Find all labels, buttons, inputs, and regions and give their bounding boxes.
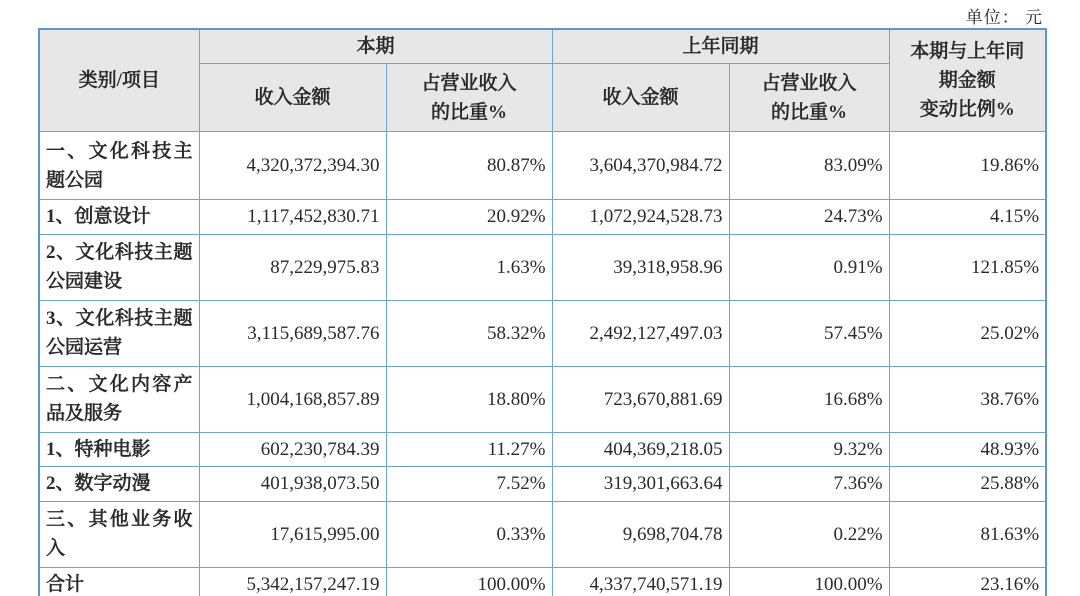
row-prior-amount: 2,492,127,497.03 bbox=[552, 300, 729, 366]
row-category: 2、数字动漫 bbox=[39, 467, 199, 501]
row-change-ratio: 23.16% bbox=[889, 567, 1046, 596]
row-prior-share: 7.36% bbox=[729, 467, 889, 501]
row-current-amount: 5,342,157,247.19 bbox=[199, 567, 386, 596]
header-prior-amount: 收入金额 bbox=[552, 64, 729, 132]
row-current-amount: 4,320,372,394.30 bbox=[199, 132, 386, 200]
row-prior-share: 24.73% bbox=[729, 200, 889, 234]
row-prior-amount: 9,698,704.78 bbox=[552, 501, 729, 567]
row-prior-share: 0.22% bbox=[729, 501, 889, 567]
row-change-ratio: 25.02% bbox=[889, 300, 1046, 366]
row-prior-share: 57.45% bbox=[729, 300, 889, 366]
header-share-line-2: 的比重% bbox=[431, 101, 508, 123]
row-current-share: 0.33% bbox=[386, 501, 552, 567]
row-prior-amount: 4,337,740,571.19 bbox=[552, 567, 729, 596]
row-change-ratio: 48.93% bbox=[889, 432, 1046, 466]
row-current-amount: 87,229,975.83 bbox=[199, 234, 386, 300]
row-prior-amount: 3,604,370,984.72 bbox=[552, 132, 729, 200]
unit-label: 单位： 元 bbox=[965, 8, 1043, 27]
row-prior-share: 83.09% bbox=[729, 132, 889, 200]
row-current-share: 100.00% bbox=[386, 567, 552, 596]
row-current-share: 7.52% bbox=[386, 467, 552, 501]
row-current-share: 20.92% bbox=[386, 200, 552, 234]
revenue-breakdown-table bbox=[38, 28, 1047, 596]
row-current-amount: 602,230,784.39 bbox=[199, 432, 386, 466]
header-prior-share bbox=[729, 64, 889, 132]
row-current-share: 11.27% bbox=[386, 432, 552, 466]
row-prior-amount: 39,318,958.96 bbox=[552, 234, 729, 300]
row-category: 1、创意设计 bbox=[39, 200, 199, 234]
table-row bbox=[39, 432, 1046, 466]
row-prior-share: 100.00% bbox=[729, 567, 889, 596]
row-category: 三、其他业务收入 bbox=[39, 501, 199, 567]
row-category: 1、特种电影 bbox=[39, 432, 199, 466]
row-prior-amount: 319,301,663.64 bbox=[552, 467, 729, 501]
row-category: 2、文化科技主题公园建设 bbox=[39, 234, 199, 300]
row-change-ratio: 25.88% bbox=[889, 467, 1046, 501]
row-category: 二、文化内容产品及服务 bbox=[39, 366, 199, 432]
row-change-ratio: 81.63% bbox=[889, 501, 1046, 567]
header-category: 类别/项目 bbox=[39, 29, 199, 132]
row-current-share: 1.63% bbox=[386, 234, 552, 300]
header-change-line-1: 本期与上年同 bbox=[910, 40, 1025, 62]
header-prior-period: 上年同期 bbox=[552, 29, 889, 64]
table-row bbox=[39, 501, 1046, 567]
row-current-amount: 17,615,995.00 bbox=[199, 501, 386, 567]
row-change-ratio: 4.15% bbox=[889, 200, 1046, 234]
table-row bbox=[39, 132, 1046, 200]
row-current-share: 58.32% bbox=[386, 300, 552, 366]
row-category: 一、文化科技主题公园 bbox=[39, 132, 199, 200]
row-change-ratio: 19.86% bbox=[889, 132, 1046, 200]
row-change-ratio: 38.76% bbox=[889, 366, 1046, 432]
header-change-line-3: 变动比例% bbox=[919, 99, 1015, 121]
table-row bbox=[39, 366, 1046, 432]
row-prior-amount: 723,670,881.69 bbox=[552, 366, 729, 432]
row-category: 3、文化科技主题公园运营 bbox=[39, 300, 199, 366]
row-change-ratio: 121.85% bbox=[889, 234, 1046, 300]
row-current-share: 18.80% bbox=[386, 366, 552, 432]
row-current-amount: 401,938,073.50 bbox=[199, 467, 386, 501]
row-prior-share: 16.68% bbox=[729, 366, 889, 432]
row-current-share: 80.87% bbox=[386, 132, 552, 200]
table-row bbox=[39, 234, 1046, 300]
table-row-total bbox=[39, 567, 1046, 596]
header-current-share bbox=[386, 64, 552, 132]
header-change-ratio bbox=[889, 29, 1046, 132]
header-row-period bbox=[39, 29, 1046, 64]
table-row bbox=[39, 300, 1046, 366]
row-prior-share: 9.32% bbox=[729, 432, 889, 466]
row-prior-amount: 1,072,924,528.73 bbox=[552, 200, 729, 234]
row-current-amount: 3,115,689,587.76 bbox=[199, 300, 386, 366]
header-current-period: 本期 bbox=[199, 29, 552, 64]
table-row bbox=[39, 200, 1046, 234]
row-prior-amount: 404,369,218.05 bbox=[552, 432, 729, 466]
row-current-amount: 1,117,452,830.71 bbox=[199, 200, 386, 234]
header-share-line-1: 占营业收入 bbox=[421, 72, 517, 94]
row-prior-share: 0.91% bbox=[729, 234, 889, 300]
row-current-amount: 1,004,168,857.89 bbox=[199, 366, 386, 432]
table-row bbox=[39, 467, 1046, 501]
header-current-amount: 收入金额 bbox=[199, 64, 386, 132]
row-category: 合计 bbox=[39, 567, 199, 596]
header-change-line-2: 期金额 bbox=[938, 70, 996, 91]
header-share-line-1: 占营业收入 bbox=[761, 72, 857, 94]
header-share-line-2: 的比重% bbox=[771, 101, 848, 123]
